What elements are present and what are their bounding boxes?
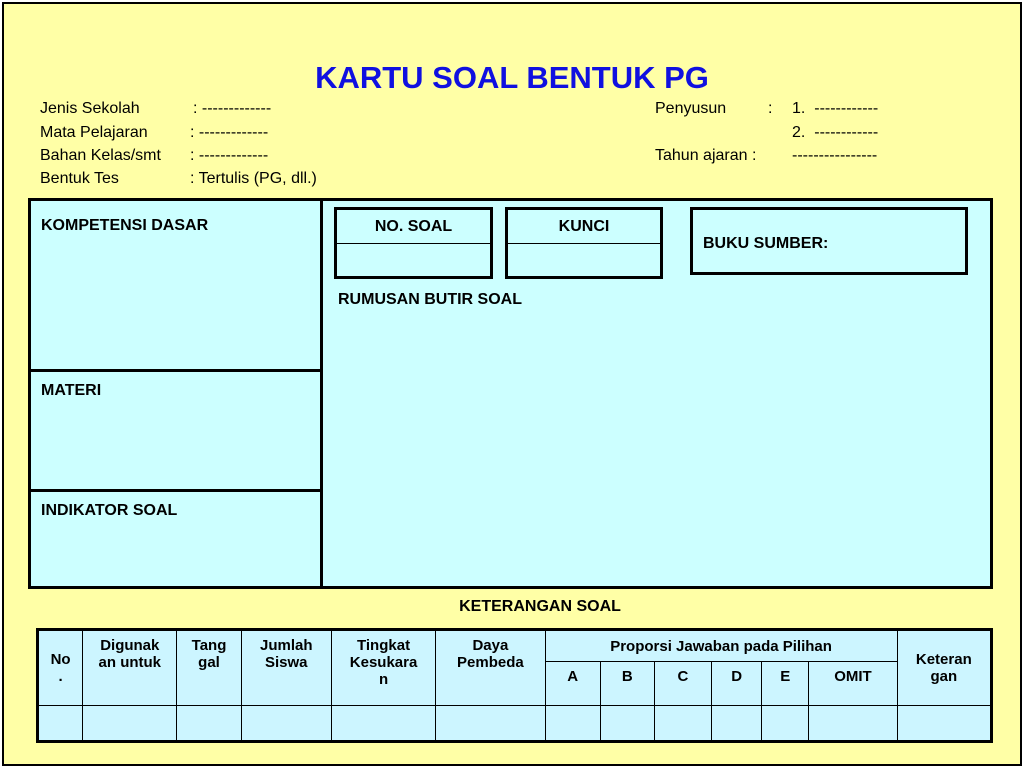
keterangan-table xyxy=(36,628,993,743)
header-label-bentuk-tes: Bentuk Tes xyxy=(40,170,119,187)
header-label-bahan-kelas: Bahan Kelas/smt xyxy=(40,147,161,164)
col-header-keterangan: Keteran gan xyxy=(897,630,991,706)
buku-sumber-label: BUKU SUMBER: xyxy=(703,235,829,252)
kunci-label: KUNCI xyxy=(508,210,660,244)
table-cell[interactable] xyxy=(712,706,762,742)
header-label-penyusun: Penyusun xyxy=(655,100,727,117)
table-cell[interactable] xyxy=(177,706,241,742)
col-header-jumlah-siswa: Jumlah Siswa xyxy=(241,630,331,706)
buku-sumber-box xyxy=(690,207,968,275)
table-cell[interactable] xyxy=(897,706,991,742)
col-header-option-b: B xyxy=(600,662,654,706)
header-value-mata-pelajaran: : ------------- xyxy=(190,124,269,141)
header-value-penyusun-1: 1. ------------ xyxy=(792,100,879,117)
header-label-mata-pelajaran: Mata Pelajaran xyxy=(40,124,148,141)
table-cell[interactable] xyxy=(762,706,809,742)
kompetensi-dasar-box xyxy=(28,198,323,372)
header-label-jenis-sekolah: Jenis Sekolah xyxy=(40,100,140,117)
table-row xyxy=(38,706,992,742)
table-cell[interactable] xyxy=(436,706,545,742)
table-cell[interactable] xyxy=(809,706,897,742)
col-header-option-e: E xyxy=(762,662,809,706)
header-value-bentuk-tes: : Tertulis (PG, dll.) xyxy=(190,170,317,187)
materi-box xyxy=(28,369,323,492)
kompetensi-dasar-label: KOMPETENSI DASAR xyxy=(41,217,209,234)
header-colon-penyusun: : xyxy=(768,100,773,117)
keterangan-title: KETERANGAN SOAL xyxy=(459,598,621,615)
materi-label: MATERI xyxy=(41,382,102,399)
slide xyxy=(2,2,1022,766)
indikator-soal-label: INDIKATOR SOAL xyxy=(41,502,178,519)
col-header-option-omit: OMIT xyxy=(809,662,897,706)
table-cell[interactable] xyxy=(38,706,83,742)
col-header-option-c: C xyxy=(654,662,711,706)
col-header-proporsi: Proporsi Jawaban pada Pilihan xyxy=(545,630,897,662)
table-cell[interactable] xyxy=(545,706,600,742)
table-cell[interactable] xyxy=(83,706,177,742)
col-header-tingkat-kesukaran: Tingkat Kesukara n xyxy=(331,630,435,706)
table-cell[interactable] xyxy=(331,706,435,742)
col-header-digunakan: Digunak an untuk xyxy=(83,630,177,706)
header-label-tahun-ajaran: Tahun ajaran : xyxy=(655,147,757,164)
kunci-box xyxy=(505,207,663,279)
no-soal-label: NO. SOAL xyxy=(337,210,490,244)
table-cell[interactable] xyxy=(600,706,654,742)
col-header-tanggal: Tang gal xyxy=(177,630,241,706)
indikator-soal-box xyxy=(28,489,323,589)
header-value-tahun-ajaran: ---------------- xyxy=(792,147,878,164)
header-value-jenis-sekolah: : ------------- xyxy=(193,100,272,117)
col-header-option-d: D xyxy=(712,662,762,706)
table-cell[interactable] xyxy=(654,706,711,742)
col-header-daya-pembeda: Daya Pembeda xyxy=(436,630,545,706)
col-header-option-a: A xyxy=(545,662,600,706)
rumusan-butir-soal-label: RUMUSAN BUTIR SOAL xyxy=(338,291,522,308)
header-value-penyusun-2: 2. ------------ xyxy=(792,124,879,141)
page-title: KARTU SOAL BENTUK PG xyxy=(315,60,709,95)
no-soal-box xyxy=(334,207,493,279)
table-cell[interactable] xyxy=(241,706,331,742)
col-header-no: No . xyxy=(38,630,83,706)
header-value-bahan-kelas: : ------------- xyxy=(190,147,269,164)
